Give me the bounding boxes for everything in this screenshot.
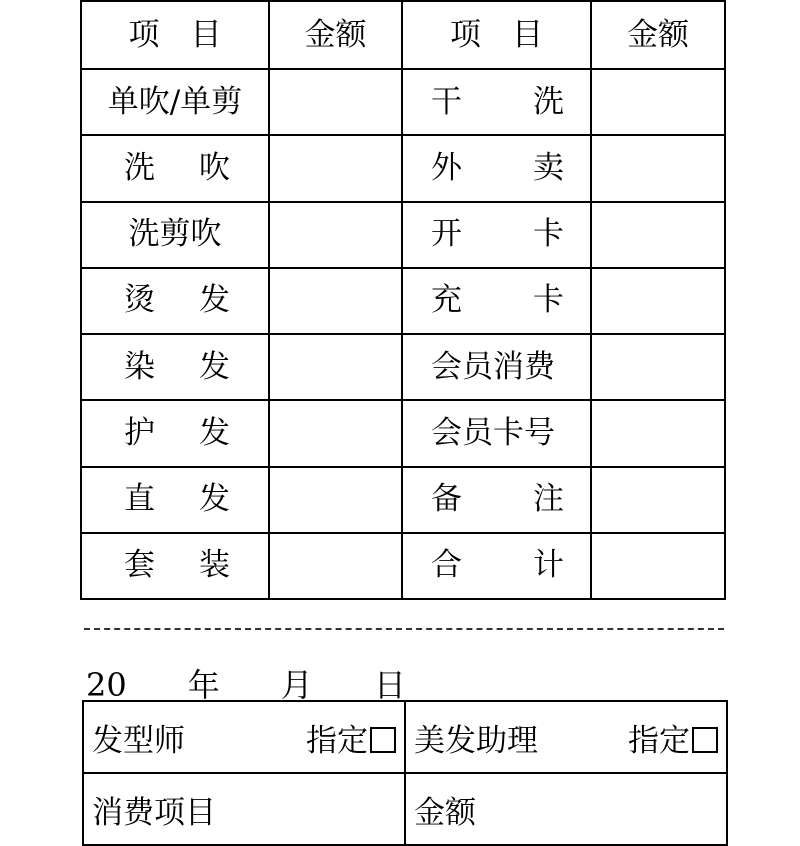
right-item-text-2: 卡 xyxy=(533,282,564,319)
right-item-text-2: 计 xyxy=(533,547,564,584)
left-amount-cell[interactable] xyxy=(269,467,402,533)
right-amount-cell[interactable] xyxy=(591,334,725,400)
left-item-text: 洗剪吹 xyxy=(128,216,222,253)
right-item-text: 充 xyxy=(431,282,462,319)
left-item-text: 烫 xyxy=(124,282,155,319)
right-item-cell xyxy=(402,268,591,334)
left-amount-cell[interactable] xyxy=(269,202,402,268)
month-label: 月 xyxy=(280,666,313,704)
tear-line xyxy=(84,628,724,630)
amount-label: 金额 xyxy=(414,794,476,831)
right-item-cell xyxy=(402,135,591,201)
right-item-text-2: 洗 xyxy=(533,83,564,120)
left-item-cell xyxy=(81,334,269,400)
header-item-left xyxy=(81,1,269,69)
left-item-text-2: 吹 xyxy=(199,150,230,187)
table-row xyxy=(81,202,725,268)
year-prefix: 20 xyxy=(86,666,127,704)
table-row xyxy=(81,69,725,135)
left-item-text-2: 装 xyxy=(199,547,230,584)
left-amount-cell[interactable] xyxy=(269,69,402,135)
header-amount-left xyxy=(269,1,402,69)
right-item-cell xyxy=(402,400,591,466)
left-amount-cell[interactable] xyxy=(269,268,402,334)
right-amount-cell[interactable] xyxy=(591,202,725,268)
header-item-right xyxy=(402,1,591,69)
header-item-right-label: 项 目 xyxy=(450,16,543,53)
left-item-cell xyxy=(81,202,269,268)
left-item-text: 护 xyxy=(124,414,155,451)
right-item-cell xyxy=(402,533,591,599)
service-cell xyxy=(83,773,405,845)
left-item-text: 单吹/单剪 xyxy=(107,83,243,120)
left-amount-cell[interactable] xyxy=(269,400,402,466)
stylist-cell xyxy=(83,701,405,773)
table-row xyxy=(81,400,725,466)
right-amount-cell[interactable] xyxy=(591,533,725,599)
amount-cell xyxy=(405,773,727,845)
right-item-text: 备 xyxy=(431,481,462,518)
right-item-text: 会员消费 xyxy=(431,348,555,385)
table-row xyxy=(81,268,725,334)
left-item-cell xyxy=(81,135,269,201)
right-item-cell xyxy=(402,334,591,400)
right-amount-cell[interactable] xyxy=(591,400,725,466)
service-label: 消费项目 xyxy=(92,794,216,831)
left-item-cell xyxy=(81,467,269,533)
right-item-cell xyxy=(402,467,591,533)
table-row xyxy=(81,467,725,533)
left-item-cell xyxy=(81,69,269,135)
table-row xyxy=(81,334,725,400)
table-row xyxy=(81,533,725,599)
header-amount-right xyxy=(591,1,725,69)
assistant-designated xyxy=(628,715,718,760)
day-label: 日 xyxy=(373,666,406,704)
left-item-text: 洗 xyxy=(124,150,155,187)
left-item-cell xyxy=(81,400,269,466)
assistant-designated-label: 指定 xyxy=(628,722,690,759)
right-item-text: 会员卡号 xyxy=(431,414,555,451)
stylist-label: 发型师 xyxy=(92,722,185,759)
stylist-designated xyxy=(306,715,396,760)
right-amount-cell[interactable] xyxy=(591,467,725,533)
right-amount-cell[interactable] xyxy=(591,135,725,201)
year-label: 年 xyxy=(187,666,220,704)
right-item-text-2: 注 xyxy=(533,481,564,518)
table-row xyxy=(81,135,725,201)
right-item-text: 合 xyxy=(431,547,462,584)
right-item-text-2: 卡 xyxy=(533,216,564,253)
right-amount-cell[interactable] xyxy=(591,268,725,334)
left-item-text-2: 发 xyxy=(199,282,230,319)
assistant-label: 美发助理 xyxy=(414,722,538,759)
header-amount-right-label: 金额 xyxy=(627,16,689,53)
header-item-left-label: 项 目 xyxy=(128,16,222,53)
stylist-designated-checkbox[interactable] xyxy=(370,727,396,753)
right-item-text: 干 xyxy=(431,83,462,120)
left-item-text-2: 发 xyxy=(199,414,230,451)
left-amount-cell[interactable] xyxy=(269,334,402,400)
left-item-cell xyxy=(81,533,269,599)
right-item-cell xyxy=(402,202,591,268)
left-item-text: 染 xyxy=(124,348,155,385)
right-item-text: 开 xyxy=(431,216,462,253)
left-item-text-2: 发 xyxy=(199,348,230,385)
header-amount-left-label: 金额 xyxy=(304,16,367,53)
table-body xyxy=(81,69,725,599)
assistant-cell xyxy=(405,701,727,773)
right-item-text: 外 xyxy=(431,150,462,187)
right-item-cell xyxy=(402,69,591,135)
assistant-designated-checkbox[interactable] xyxy=(692,727,718,753)
left-item-cell xyxy=(81,268,269,334)
left-amount-cell[interactable] xyxy=(269,135,402,201)
right-amount-cell[interactable] xyxy=(591,69,725,135)
left-item-text: 直 xyxy=(124,481,155,518)
service-slip xyxy=(82,700,728,846)
left-amount-cell[interactable] xyxy=(269,533,402,599)
left-item-text: 套 xyxy=(124,547,155,584)
left-item-text-2: 发 xyxy=(199,481,230,518)
price-table xyxy=(80,0,726,600)
stylist-designated-label: 指定 xyxy=(306,722,368,759)
right-item-text-2: 卖 xyxy=(533,150,564,187)
